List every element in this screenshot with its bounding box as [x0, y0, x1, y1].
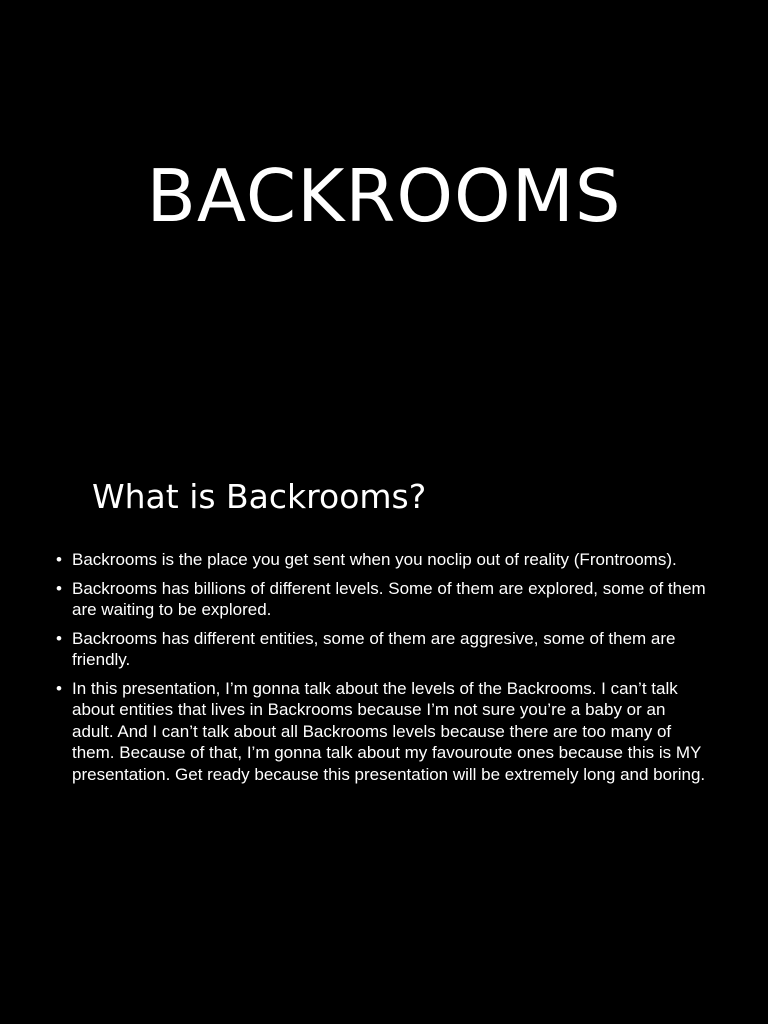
slide-title: BACKROOMS	[146, 154, 622, 238]
bullet-dot: •	[56, 678, 62, 698]
bullet-list	[56, 549, 708, 792]
bullet-text: In this presentation, I’m gonna talk about the levels of the Backrooms. I can’t talk about entities that lives in Backrooms because I’m not sure you’re a baby or an adult. And I can’t talk about all Backrooms levels because there are too many of them. Because of that, I’m gonna talk about my favouroute ones because this is MY presentation. Get ready because this presentation will be extremely long and boring.	[72, 678, 706, 784]
bullet-text: Backrooms has billions of different levels. Some of them are explored, some of them are waiting to be explored.	[72, 578, 706, 619]
bullet-item	[56, 578, 708, 621]
bullet-dot: •	[56, 578, 62, 598]
bullet-text: Backrooms has different entities, some of them are aggresive, some of them are friendly.	[72, 628, 676, 669]
bullet-item	[56, 678, 708, 786]
bullet-item	[56, 628, 708, 671]
bullet-dot: •	[56, 550, 62, 569]
bullet-text: Backrooms is the place you get sent when you noclip out of reality (Frontrooms).	[72, 550, 677, 569]
bullet-item	[56, 549, 708, 571]
bullet-dot: •	[56, 628, 62, 648]
section-heading: What is Backrooms?	[92, 477, 427, 516]
